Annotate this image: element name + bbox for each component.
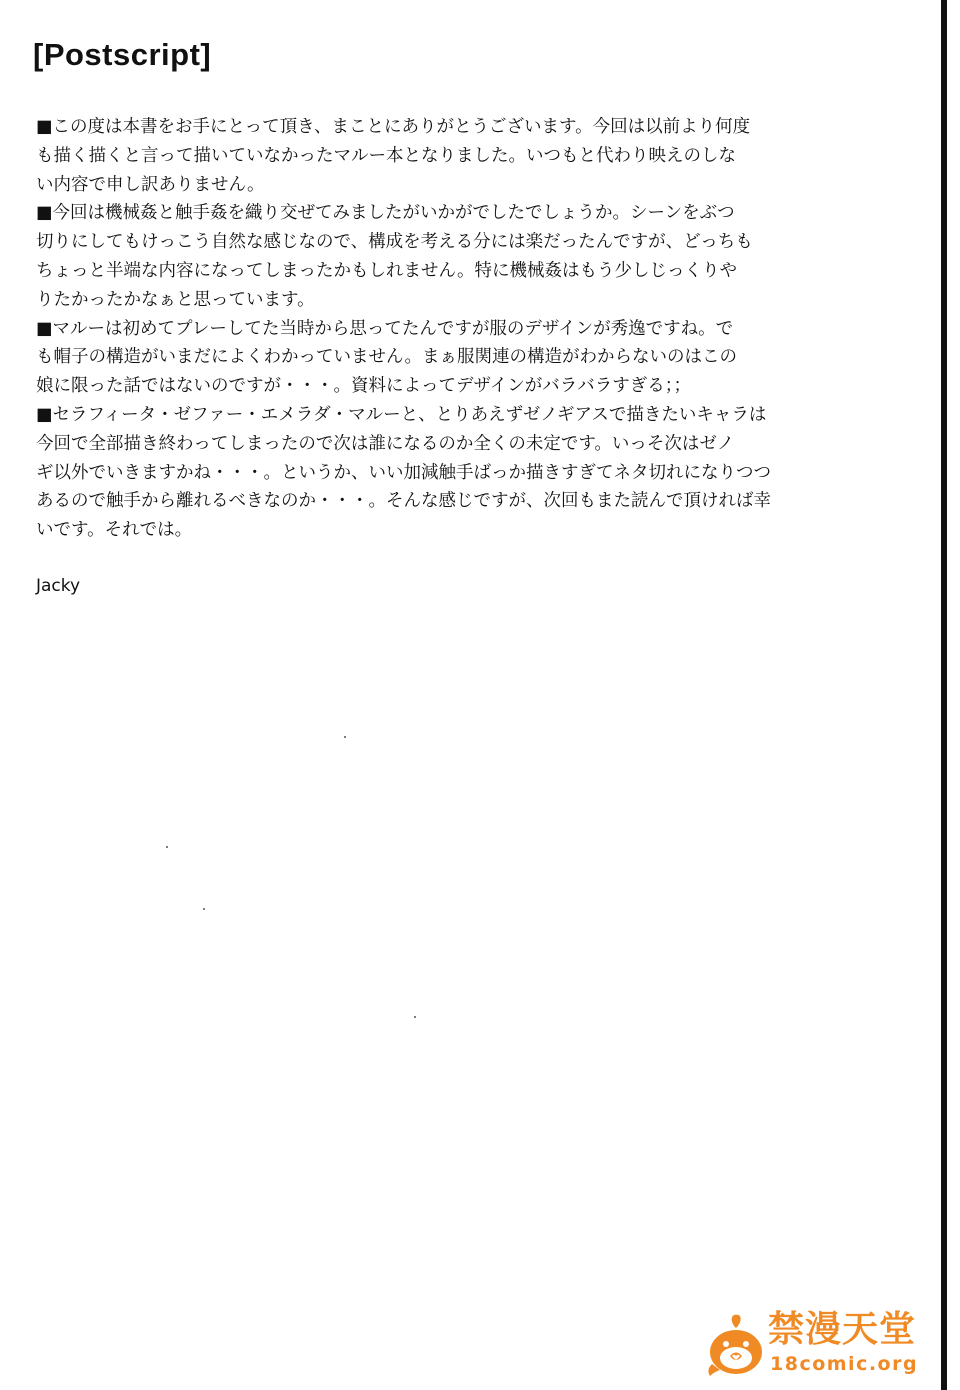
paragraph-4 bbox=[36, 401, 816, 545]
paragraph-line: いです。それでは。 bbox=[36, 520, 193, 541]
site-watermark bbox=[706, 1308, 926, 1384]
scan-speck bbox=[166, 846, 168, 848]
watermark-site-name: 禁漫天堂 bbox=[768, 1309, 917, 1350]
paragraph-line: も描く描くと言って描いていなかったマルー本となりました。いつもと代わり映えのしな bbox=[36, 145, 736, 166]
paragraph-1 bbox=[36, 113, 816, 199]
scan-speck bbox=[414, 1016, 416, 1018]
paragraph-line: りたかったかなぁと思っています。 bbox=[36, 289, 315, 310]
paragraph-line: ■今回は機械姦と触手姦を織り交ぜてみましたがいかがでしたでしょうか。シーンをぶつ bbox=[36, 203, 735, 224]
paragraph-line: ■マルーは初めてプレーしてた当時から思ってたんですが服のデザインが秀逸ですね。で bbox=[36, 318, 734, 339]
paragraph-line: ■セラフィータ・ゼファー・エメラダ・マルーと、とりあえずゼノギアスで描きたいキャラは bbox=[36, 404, 767, 425]
paragraph-line: ■この度は本書をお手にとって頂き、まことにありがとうございます。今回は以前より何度 bbox=[36, 117, 751, 137]
paragraph-line: 今回で全部描き終わってしまったので次は誰になるのか全くの未定です。いっそ次はゼノ bbox=[36, 433, 735, 454]
paragraph-2 bbox=[36, 199, 816, 314]
scan-speck bbox=[203, 908, 205, 910]
paragraph-line: も帽子の構造がいまだによくわかっていません。まぁ服関連の構造がわからないのはこの bbox=[36, 347, 738, 368]
paragraph-line: あるので触手から離れるべきなのか・・・。そんな感じですが、次回もまた読んで頂ければ幸 bbox=[36, 491, 771, 512]
postscript-body bbox=[36, 113, 816, 545]
paragraph-line: 切りにしてもけっこう自然な感じなので、構成を考える分には楽だったんですが、どっちも bbox=[36, 232, 753, 253]
paragraph-3 bbox=[36, 315, 816, 401]
paragraph-line: い内容で申し訳ありません。 bbox=[36, 174, 265, 195]
orange-whale-mascot-icon bbox=[706, 1312, 766, 1378]
page-title: [Postscript] bbox=[33, 37, 212, 72]
paragraph-line: ギ以外でいきますかね・・・。というか、いい加減触手ばっか描きすぎてネタ切れになりつつ bbox=[36, 462, 771, 483]
watermark-url: 18comic.org bbox=[770, 1353, 919, 1375]
paragraph-line: 娘に限った話ではないのですが・・・。資料によってデザインがバラバラすぎる；； bbox=[36, 376, 692, 397]
author-signature: Jacky bbox=[36, 576, 81, 596]
scan-speck bbox=[344, 736, 346, 738]
page-edge-binding bbox=[941, 0, 947, 1390]
paragraph-line: ちょっと半端な内容になってしまったかもしれません。特に機械姦はもう少しじっくりや bbox=[36, 260, 738, 281]
